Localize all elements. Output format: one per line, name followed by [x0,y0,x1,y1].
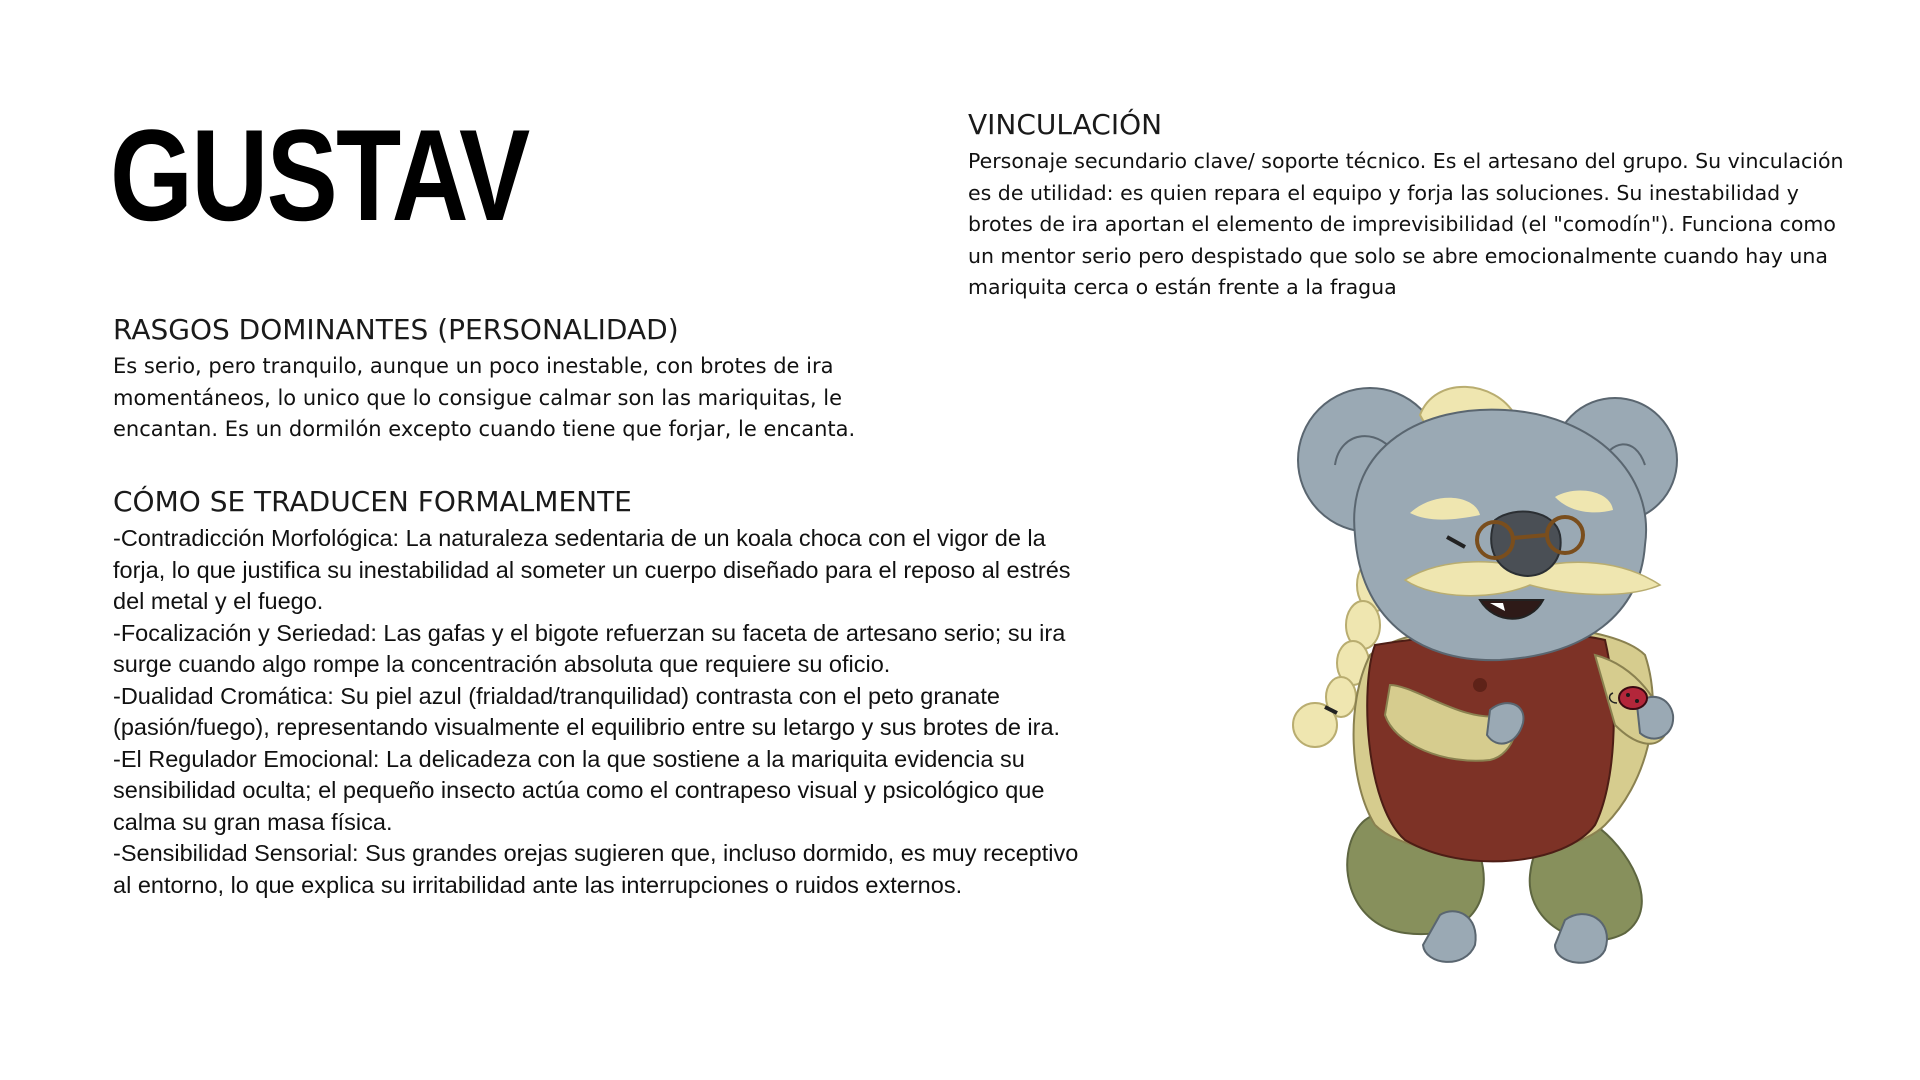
text-line: Personaje secundario clave/ soporte técnico. Es el artesano del grupo. Su vinculación [968,149,1844,173]
vinculacion-heading: VINCULACIÓN [968,108,1163,141]
text-line: brotes de ira aportan el elemento de imprevisibilidad (el "comodín"). Funciona como [968,212,1836,236]
text-line: -El Regulador Emocional: La delicadeza con la que sostiene a la mariquita evidencia su [113,745,1025,772]
text-line: -Dualidad Cromática: Su piel azul (frialdad/tranquilidad) contrasta con el peto granate [113,682,1000,709]
rasgos-text [113,351,873,446]
text-line: encantan. Es un dormilón excepto cuando tiene que forjar, le encanta. [113,417,856,441]
como-text [113,523,1113,901]
text-line: del metal y el fuego. [113,588,324,614]
text-line: mariquita cerca o están frente a la fragua [968,275,1397,299]
text-line: forja, lo que justifica su inestabilidad al someter un cuerpo diseñado para el reposo al estrés [113,556,1071,583]
text-line: Es serio, pero tranquilo, aunque un poco inestable, con brotes de ira [113,354,834,378]
text-line: es de utilidad: es quien repara el equipo y forja las soluciones. Su inestabilidad y [968,180,1799,205]
text-line: -Sensibilidad Sensorial: Sus grandes orejas sugieren que, incluso dormido, es muy receptivo [113,840,1079,866]
como-heading: CÓMO SE TRADUCEN FORMALMENTE [113,485,632,518]
vinculacion-text [968,146,1878,304]
text-line: -Focalización y Seriedad: Las gafas y el bigote refuerzan su faceta de artesano serio; su ira [113,619,1066,646]
como-section [113,485,1113,901]
vinculacion-section [968,108,1878,304]
text-line: calma su gran masa física. [113,808,393,835]
text-line: al entorno, lo que explica su irritabilidad ante las interrupciones o ruidos externos. [113,871,963,898]
text-line: -Contradicción Morfológica: La naturaleza sedentaria de un koala choca con el vigor de la [113,525,1046,551]
rasgos-section [113,313,873,446]
text-line: (pasión/fuego), representando visualmente el equilibrio entre su letargo y sus brotes de ira. [113,714,1061,740]
text-line: surge cuando algo rompe la concentración absoluta que requiere su oficio. [113,651,891,677]
rasgos-heading: RASGOS DOMINANTES (PERSONALIDAD) [113,313,679,346]
text-line: sensibilidad oculta; el pequeño insecto actúa como el contrapeso visual y psicológico que [113,777,1045,803]
text-line: un mentor serio pero despistado que solo se abre emocionalmente cuando hay una [968,243,1828,268]
koala-character-illustration [1265,385,1795,985]
text-line: momentáneos, lo unico que lo consigue calmar son las mariquitas, le [113,385,843,410]
character-name-title: GUSTAV [110,102,529,248]
